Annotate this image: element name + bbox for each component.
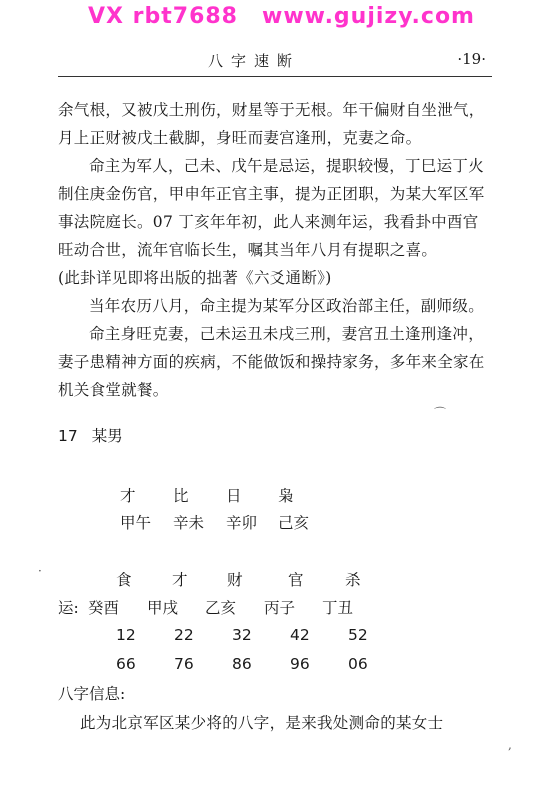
pillar-god: 枭	[278, 487, 294, 505]
luck-pillar: 丁丑	[322, 599, 354, 617]
pillar: 甲午	[120, 514, 152, 532]
luck-pillar: 癸酉	[88, 599, 120, 617]
age: 22	[174, 626, 194, 644]
luck-god: 财	[227, 571, 243, 589]
luck-pillar: 丙子	[264, 599, 296, 617]
pillar-god: 才	[120, 487, 136, 505]
paragraph-2: 命主为军人，己未、戊午是忌运，提职较慢，丁巳运丁火制住庚金伤官，甲申年正官主事，提为正团职，为某大军区军事法院庭长。07 丁亥年年初，此人来测年运，我看卦中酉官旺动合世，流年官临长生，嘱其当年八月有提职之喜。	[58, 157, 485, 259]
scan-mark: ·	[38, 564, 42, 578]
age: 42	[290, 626, 310, 644]
scan-mark: ⌒	[434, 406, 447, 420]
pillar: 辛卯	[226, 514, 258, 532]
year: 76	[174, 655, 194, 673]
age: 12	[116, 626, 136, 644]
year: 06	[348, 655, 368, 673]
last-line: 此为北京军区某少将的八字，是来我处测命的某女士	[80, 714, 444, 732]
info-label: 八字信息:	[58, 685, 126, 703]
year: 96	[290, 655, 310, 673]
pillar: 辛未	[173, 514, 205, 532]
page-number: ·19·	[457, 50, 486, 68]
luck-pillar: 甲戌	[147, 599, 179, 617]
luck-pillar: 乙亥	[205, 599, 237, 617]
paragraph-4: 当年农历八月，命主提为某军分区政治部主任，副师级。	[89, 297, 485, 315]
luck-god: 杀	[345, 571, 361, 589]
year: 66	[116, 655, 136, 673]
paragraph-1: 余气根，又被戊土刑伤，财星等于无根。年干偏财自坐泄气，月上正财被戊土截脚，身旺而妻宫逢刑，克妻之命。	[58, 101, 485, 147]
luck-god: 才	[172, 571, 188, 589]
watermark-left: VX rbt7688	[88, 4, 238, 29]
paragraph-3: (此卦详见即将出版的拙著《六爻通断》)	[58, 269, 332, 287]
case-title: 某男	[91, 427, 123, 445]
pillar-god: 比	[173, 487, 189, 505]
luck-god: 食	[116, 571, 132, 589]
age: 32	[232, 626, 252, 644]
pillar: 己亥	[278, 514, 310, 532]
page-header	[58, 48, 492, 77]
luck-god: 官	[288, 571, 304, 589]
watermark-right: www.gujizy.com	[262, 4, 475, 29]
pillar-god: 日	[226, 487, 242, 505]
age: 52	[348, 626, 368, 644]
case-number: 17	[58, 427, 78, 445]
running-title: 八字速断	[208, 52, 301, 70]
paragraph-5: 命主身旺克妻，己未运丑未戌三刑，妻宫丑土逢刑逢冲，妻子患精神方面的疾病，不能做饭和操持家务，多年来全家在机关食堂就餐。	[58, 325, 485, 399]
year: 86	[232, 655, 252, 673]
case-heading	[58, 424, 123, 446]
scan-mark: ,	[508, 738, 512, 752]
luck-prefix: 运:	[58, 599, 79, 617]
watermark	[0, 4, 560, 34]
